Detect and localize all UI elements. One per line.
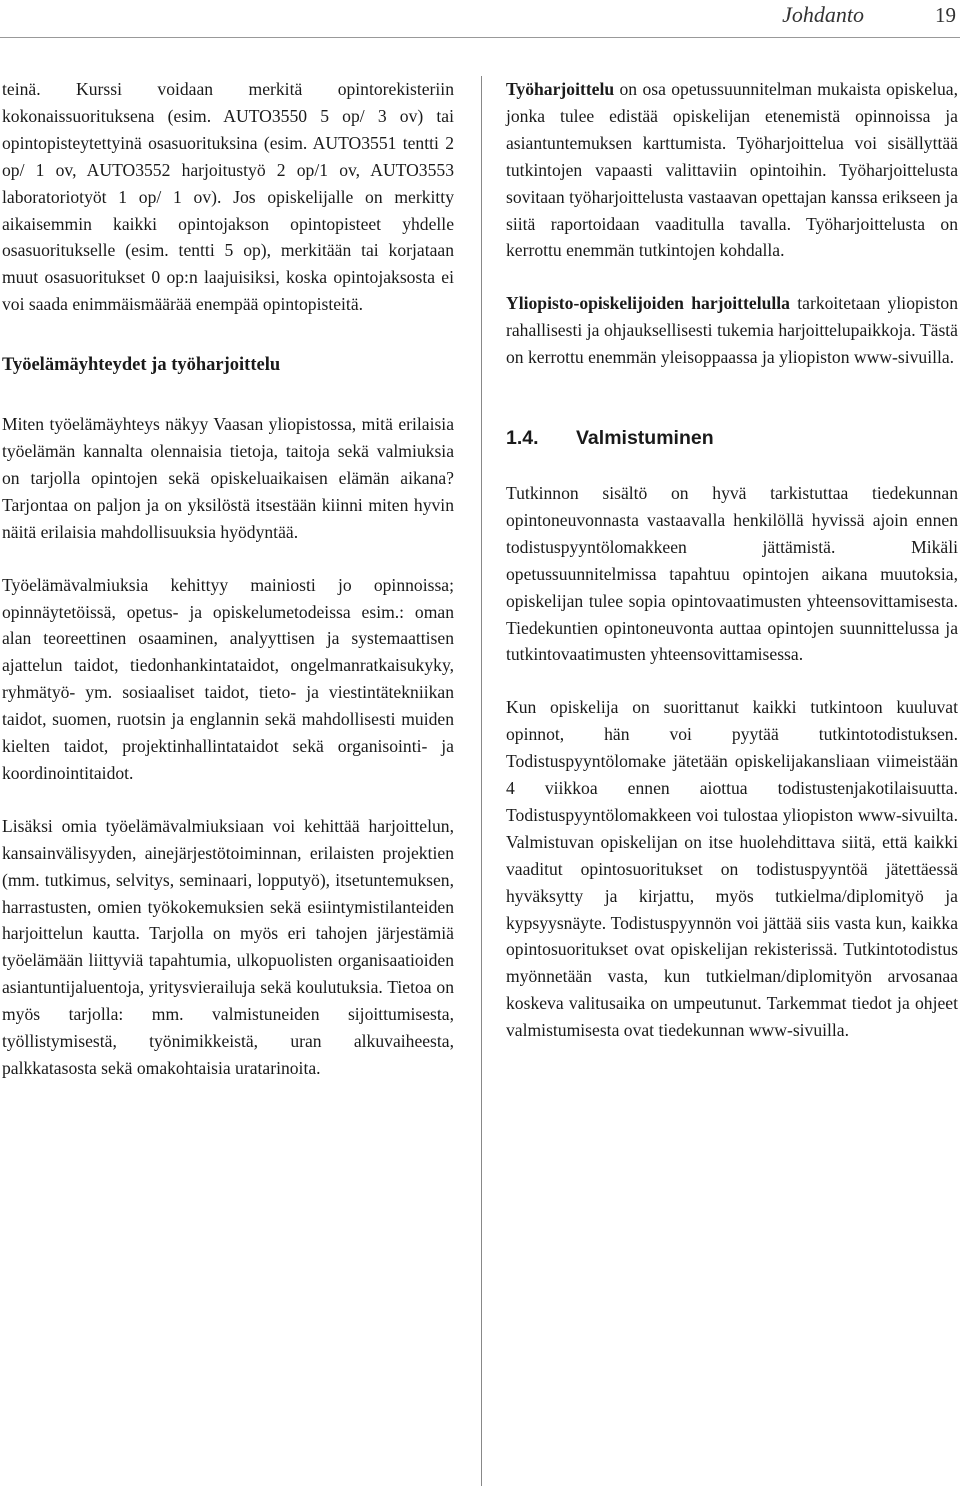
term-university-internship: Yliopisto-opiskelijoiden harjoittelulla xyxy=(506,293,790,314)
page-header xyxy=(0,0,960,40)
paragraph-work-life-skills: Työelämävalmiuksia kehittyy mainiosti jo opinnoissa; opinnäytetöissä, opetus- ja opiskelumetodeissa esim.: oman alan teoreettinen osaaminen, analyyttisen ja systemaattisen ajattelun taidot, tiedonhankintataidot, ongelmanratkaisukyky, ryhmätyö- ym. sosiaaliset taidot, tieto- ja viestintätekniikan taidot, suomen, ruotsin ja englannin sekä mahdollisesti muiden kielten taidot, projektinhallintataidot sekä organisointi- ja koordinointitaidot. xyxy=(2,574,454,783)
section-title: Valmistuminen xyxy=(576,427,714,450)
left-column xyxy=(2,76,454,1082)
paragraph-degree-check: Tutkinnon sisältö on hyvä tarkistuttaa tiedekunnan opintoneuvonnasta vastaavalla henkilöllä hyvissä ajoin ennen todistuspyyntölomakkeen jättämistä. Mikäli opetussuunnitelmissa tapahtuu opintojen aikana muutoksia, opiskelijan tulee sopia opintovaatimusten yhteensovittamisesta. Tiedekuntien opintoneuvonta auttaa opintojen suunnittelussa ja tutkintovaatimusten yhteensovittamisessa. xyxy=(506,482,958,665)
section-number: 1.4. xyxy=(506,427,539,450)
paragraph-university-internship xyxy=(506,290,958,371)
paragraph-credit-marking: teinä. Kurssi voidaan merkitä opintorekisteriin kokonaissuorituksena (esim. AUTO3550 5 op/ 3 ov) tai opintopisteytettyinä osasuorituksina (esim. AUTO3551 tentti 2 op/ 1 ov, AUTO3552 harjoitustyö 2 op/1 ov, AUTO3553 laboratoriotyöt 1 op/ 1 ov). Jos opiskelijalle on merkitty aikaisemmin kaikki opintojakson opintopisteet yhdelle osasuoritukselle (esim. tentti 5 op), merkitään tai korjataan muut osasuoritukset 0 op:n laajuisiksi, koska opintojaksosta ei voi saada enimmäismäärää enempää opintopisteitä. xyxy=(2,79,454,315)
right-column xyxy=(506,76,958,1044)
page-number: 19 xyxy=(935,3,956,27)
running-title: Johdanto xyxy=(782,2,864,27)
paragraph-internship xyxy=(506,76,958,264)
paragraph-degree-certificate: Kun opiskelija on suorittanut kaikki tutkintoon kuuluvat opinnot, hän voi pyytää tutkintotodistuksen. Todistuspyyntölomake jätetään opiskelijakansliaan viimeistään 4 viikkoa ennen aiottua todistustenjakotilaisuutta. Todistuspyyntölomakkeen voi tulostaa yliopiston www-sivuilta. Valmistuvan opiskelijan on itse huolehdittava siitä, että kaikki vaaditut opintosuoritukset on todistuspyyntöä jätettäessä hyväksytty ja kirjattu, myös tutkielma/diplomityö ja kypsyysnäyte. Todistuspyynnön voi jättää siis vasta kun, kaikka opintosuoritukset ovat opiskelijan rekisterissä. Tutkintotodistus myönnetään vasta, kun tutkielman/diplomityön arvosanaa koskeva valitusaika on umpeutunut. Tarkemmat tiedot ja ohjeet valmistumisesta ovat tiedekunnan www-sivuilla. xyxy=(506,697,958,1041)
section-heading-graduation xyxy=(506,425,958,452)
university-internship-text: tarkoitetaan yliopiston rahallisesti ja ohjauksellisesti tukemia harjoittelupaikkoja. Tästä on kerrottu enemmän yleisoppaassa ja yliopiston www-sivuilla. xyxy=(506,293,959,368)
paragraph-extra-skills: Lisäksi omia työelämävalmiuksiaan voi kehittää harjoittelun, kansainvälisyyden, ainejärjestötoiminnan, erilaisten projektien (mm. tutkimus, selvitys, seminaari, lopputyö), itsetuntemuksen, harrastusten, omien työkokemuksien sekä esiintymistilanteiden harjoittelun kautta. Tarjolla on myös eri tahojen järjestämiä työelämään liittyviä tapahtumia, ulkopuolisten organisaatioiden asiantuntijaluentoja, yritysvierailuja sekä koulutuksia. Tietoa on myös tarjolla: mm. valmistuneiden sijoittumisesta, työllistymisestä, työnimikkeistä, uran alkuvaiheesta, palkkatasosta sekä omakohtaisia uratarinoita. xyxy=(2,815,454,1078)
header-rule xyxy=(0,37,960,38)
internship-text: on osa opetussuunnitelman mukaista opiskelua, jonka tulee edistää opiskelijan etenemistä opinnoissa ja asiantuntemuksen karttumista. Työharjoittelua voi sisällyttää tutkintojen vapaasti valittaviin opintoihin. Työharjoittelusta sovitaan työharjoittelusta vastaavan opettajan kanssa erikseen ja siitä raportoidaan vaaditulla tavalla. Työharjoittelusta on kerrottu enemmän tutkintojen kohdalla. xyxy=(506,79,958,261)
column-divider xyxy=(481,76,482,1486)
heading-work-life: Työelämäyhteydet ja työharjoittelu xyxy=(2,355,281,376)
paragraph-work-life-intro: Miten työelämäyhteys näkyy Vaasan yliopistossa, mitä erilaisia työelämän kannalta olennaisia tietoja, taitoja sekä valmiuksia on tarjolla opintojen sekä opiskeluaikaisen elämän aikana? Tarjontaa on paljon ja on yksilöstä itsestään kiinni miten hyvin näitä erilaisia mahdollisuuksia hyödyntää. xyxy=(2,414,454,542)
term-internship: Työharjoittelu xyxy=(506,79,615,99)
